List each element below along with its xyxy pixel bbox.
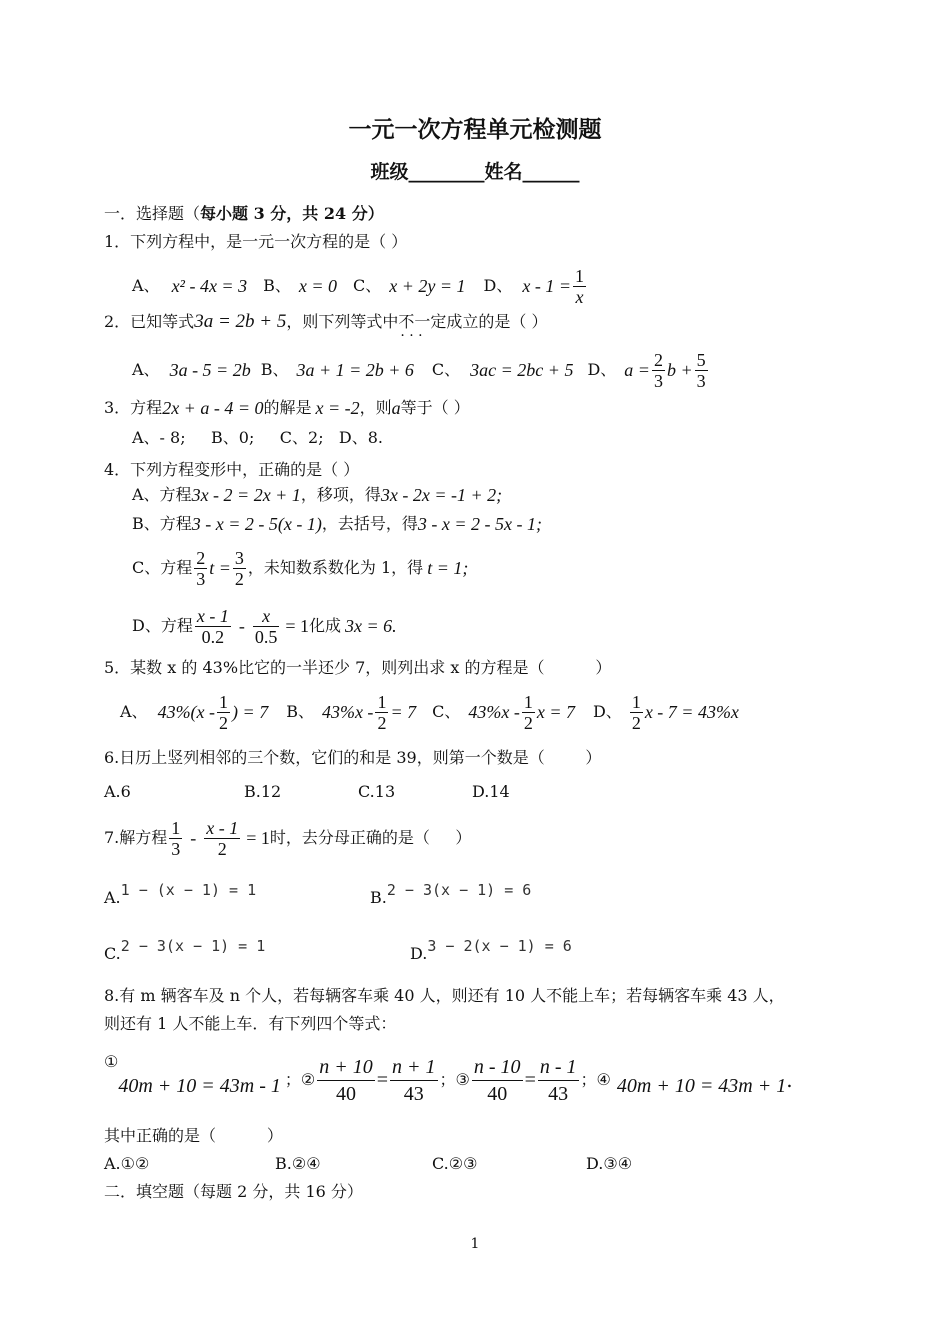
q7-eq: = 1 [246,828,270,848]
q5-a-num: 1 [219,691,229,712]
q8-eq3-eq: = [524,1069,536,1091]
q4-d-minus: - [238,616,245,636]
page-number: 1 [470,1236,480,1252]
q7-fraction-2 [204,818,240,859]
q1-d-lhs: x - 1 = [522,276,571,296]
q2-stem [104,312,547,332]
q4-d-label: D、方程 [132,616,193,635]
q5-b-rhs: = 7 [390,702,417,722]
q4-b-label: B、方程 [132,514,192,533]
q4-a-eq: 3x - 2 = 2x + 1 [191,485,301,505]
q8-eq1: 40m + 10 = 43m - 1 [118,1075,281,1097]
q8-eq3-fraction-2 [538,1054,579,1107]
q3-stem-c: ，则 [359,398,392,417]
q8-eq2-num-1: n + 10 [317,1054,375,1081]
q8-eq3-den-2: 43 [548,1082,569,1105]
q8-eq3-num-2: n - 1 [538,1054,579,1081]
q8-end: . [786,1068,793,1092]
q7-d-label: D. [410,944,428,963]
q5-stem: 5．某数 x 的 43%比它的一半还少 7，则列出求 x 的方程是（ ） [104,658,612,677]
q8-eq2-mark: ② [300,1070,316,1089]
q1-a-expr: x² - 4x = 3 [171,276,248,296]
page-title: 一元一次方程单元检测题 [348,116,602,143]
q1-options [132,262,588,310]
q7-option-d [410,936,572,963]
q5-a-den: 2 [219,712,229,733]
q2-d-den-1: 3 [653,370,663,391]
q5-a-fraction [217,692,230,733]
q1-d-label: D、 [483,276,513,295]
q5-b-label: B、 [286,702,314,721]
q8-eq3-fraction-1 [472,1054,523,1107]
section1-heading-plain: 一．选择题（ [104,204,201,223]
q2-stem-c: 成立的是（ ） [446,312,548,331]
section1-heading-bold: 每小题 3 分，共 24 分） [200,204,384,223]
q6-option-b: B.12 [244,782,282,801]
q7-d-expr: 3 − 2(x − 1) = 6 [427,937,572,955]
q4-d-res: 3x = 6. [345,616,397,636]
q1-stem: 1．下列方程中，是一元一次方程的是（ ） [104,232,408,251]
q4-c-label: C、方程 [132,558,193,577]
q8-stem-line1: 8.有 m 辆客车及 n 个人，若每辆客车乘 40 人，则还有 10 人不能上车；若每辆客车乘 43 人， [104,986,785,1005]
q5-d-rhs: x - 7 = 43%x [644,702,739,722]
section2-heading: 二．填空题（每题 2 分，共 16 分） [104,1182,363,1201]
q7-a-label: A. [104,888,121,907]
q2-d-fraction-1 [652,350,665,391]
q5-d-den: 2 [631,712,641,733]
q2-d-den-2: 3 [696,370,706,391]
q8-eq3-mark: ③ [455,1070,470,1089]
q7-c-label: C. [104,944,121,963]
q5-c-den: 2 [523,712,533,733]
q2-stem-emphasis: 不一定 · · · [398,312,446,332]
q4-d-num-1: x - 1 [196,605,229,626]
q4-option-c [132,544,468,592]
q7-option-a [104,880,257,907]
q6-option-d: D.14 [472,782,510,801]
q5-c-rhs: x = 7 [536,702,575,722]
q5-d-label: D、 [592,702,622,721]
q5-c-lhs: 43%x - [468,702,520,722]
q5-c-fraction [522,692,535,733]
q4-c-res: t = 1; [427,558,469,578]
name-label: 姓名 [484,161,523,183]
q4-a-res: 3x - 2x = -1 + 2; [380,485,503,505]
q8-eq4-mark: ④ [596,1070,611,1089]
q4-c-fraction-2 [233,548,246,589]
q4-d-den-2: 0.5 [254,626,278,647]
q4-option-b [132,514,542,534]
q2-d-num-1: 2 [653,349,663,370]
q7-stem [104,814,471,862]
q4-d-mid: 化成 [308,616,341,635]
q1-b-label: B、 [263,276,291,295]
q7-num-2: x - 1 [206,817,239,838]
section1-heading [104,204,384,224]
q5-b-num: 1 [377,691,387,712]
q7-option-b [370,880,532,907]
q7-b-expr: 2 − 3(x − 1) = 6 [386,881,532,899]
class-name-line [0,160,950,184]
q3-options: A、- 8; B、0; C、2; D、8. [132,428,383,447]
q7-option-c [104,936,266,963]
q6-stem: 6.日历上竖列相邻的三个数，它们的和是 39，则第一个数是（ ） [104,748,602,767]
q4-d-den-1: 0.2 [201,626,225,647]
q8-prompt: 其中正确的是（ ） [104,1126,283,1145]
q5-a-rhs: ) = 7 [232,702,269,722]
q4-c-num-2: 3 [234,547,244,568]
q8-sep-2: ； [439,1070,456,1089]
q7-den-1: 3 [171,838,181,859]
q4-c-den-2: 2 [234,568,244,589]
q4-d-num-2: x [253,606,280,627]
q3-stem-b: 的解是 [263,398,312,417]
class-blank[interactable]: ________ [408,161,485,183]
q8-option-a: A.①② [104,1154,150,1173]
q8-eq3-den-1: 40 [487,1082,508,1105]
q8-eq2-den-2: 43 [403,1082,424,1105]
q2-stem-b: ，则下列等式中 [286,312,399,331]
q3-stem-var: a [391,398,401,418]
q2-a-expr: 3a - 5 = 2b [169,360,251,380]
q8-equations [104,1052,793,1108]
q4-c-t: t = [209,558,231,578]
q5-b-den: 2 [377,712,387,733]
q4-d-eq: = 1 [285,616,309,636]
q7-b-label: B. [370,888,387,907]
q4-c-num-1: 2 [196,547,206,568]
q7-num-1: 1 [171,817,181,838]
q8-eq1-mark: ① [104,1052,119,1071]
q8-eq4: 40m + 10 = 43m + 1 [616,1075,787,1097]
class-label: 班级 [370,161,409,183]
q4-c-mid: ，未知数系数化为 1，得 [247,558,424,577]
q4-d-fraction-2 [253,606,280,647]
q5-d-fraction [630,692,643,733]
q1-c-expr: x + 2y = 1 [389,276,466,296]
q4-b-eq: 3 - x = 2 - 5(x - 1) [191,514,322,534]
q6-option-a: A.6 [104,782,131,801]
q2-options [132,346,710,394]
q7-a-expr: 1 − (x − 1) = 1 [120,881,257,899]
q4-stem: 4．下列方程变形中，正确的是（ ） [104,460,360,479]
q3-stem-a: 3．方程 [104,398,163,417]
q7-fraction-1 [169,818,182,859]
q4-b-mid: ，去括号，得 [321,514,418,533]
q1-b-expr: x = 0 [298,276,337,296]
q8-eq2-fraction-1 [317,1054,375,1107]
q5-b-lhs: 43%x - [321,702,374,722]
q1-d-fraction [573,266,586,307]
q3-stem-eq: 2x + a - 4 = 0 [162,398,264,418]
q2-d-label: D、 [587,360,617,379]
q3-stem-sol: x = -2 [315,398,360,418]
q1-d-num: 1 [575,265,584,286]
q5-c-label: C、 [432,702,461,721]
q3-stem-d: 等于（ ） [400,398,470,417]
q8-sep-1: ； [284,1070,301,1089]
q5-d-num: 1 [631,691,641,712]
q8-eq2-num-2: n + 1 [390,1054,438,1081]
q8-option-c: C.②③ [432,1154,478,1173]
q7-stem-b: 时，去分母正确的是（ ） [269,828,472,847]
q8-option-b: B.②④ [275,1154,321,1173]
q4-a-mid: ，移项，得 [300,485,381,504]
q7-stem-a: 7.解方程 [104,828,168,847]
q4-option-d [132,602,397,650]
q2-stem-a: 2．已知等式 [104,312,195,331]
q8-stem-line2: 则还有 1 人不能上车．有下列四个等式： [104,1014,397,1033]
q4-d-fraction-1 [195,606,231,647]
q2-a-label: A、 [132,360,160,379]
q2-d-lhs: a = [624,360,650,380]
q7-minus: - [190,828,197,848]
q8-sep-3: ； [580,1070,597,1089]
q2-c-label: C、 [431,360,461,379]
q7-c-expr: 2 − 3(x − 1) = 1 [120,937,266,955]
q5-a-lhs: 43%(x - [157,702,216,722]
q1-c-label: C、 [352,276,382,295]
q6-option-c: C.13 [358,782,396,801]
q4-option-a [132,485,502,505]
q5-c-num: 1 [523,691,533,712]
q4-c-fraction-1 [194,548,207,589]
q8-eq2-den-1: 40 [336,1082,356,1105]
q2-stem-eq: 3a = 2b + 5 [194,311,287,332]
q2-b-label: B、 [260,360,289,379]
q5-a-label: A、 [120,702,148,721]
q3-stem [104,398,470,418]
q8-eq3-num-1: n - 10 [472,1054,523,1081]
q8-eq2-fraction-2 [390,1054,438,1107]
q1-d-den: x [575,286,584,307]
q8-option-d: D.③④ [586,1154,633,1173]
q2-c-expr: 3ac = 2bc + 5 [470,360,574,380]
q2-d-mid: b + [666,360,693,380]
q4-b-res: 3 - x = 2 - 5x - 1; [417,514,542,534]
q2-b-expr: 3a + 1 = 2b + 6 [296,360,414,380]
q4-c-den-1: 3 [196,568,206,589]
q2-d-fraction-2 [695,350,708,391]
q1-a-label: A、 [132,276,160,295]
name-blank[interactable]: ______ [522,161,580,183]
q7-den-2: 2 [217,838,227,859]
q4-a-label: A、方程 [132,485,192,504]
q5-b-fraction [375,692,388,733]
q5-options [120,688,739,736]
q8-eq2-eq: = [376,1069,389,1091]
q2-d-num-2: 5 [696,349,706,370]
